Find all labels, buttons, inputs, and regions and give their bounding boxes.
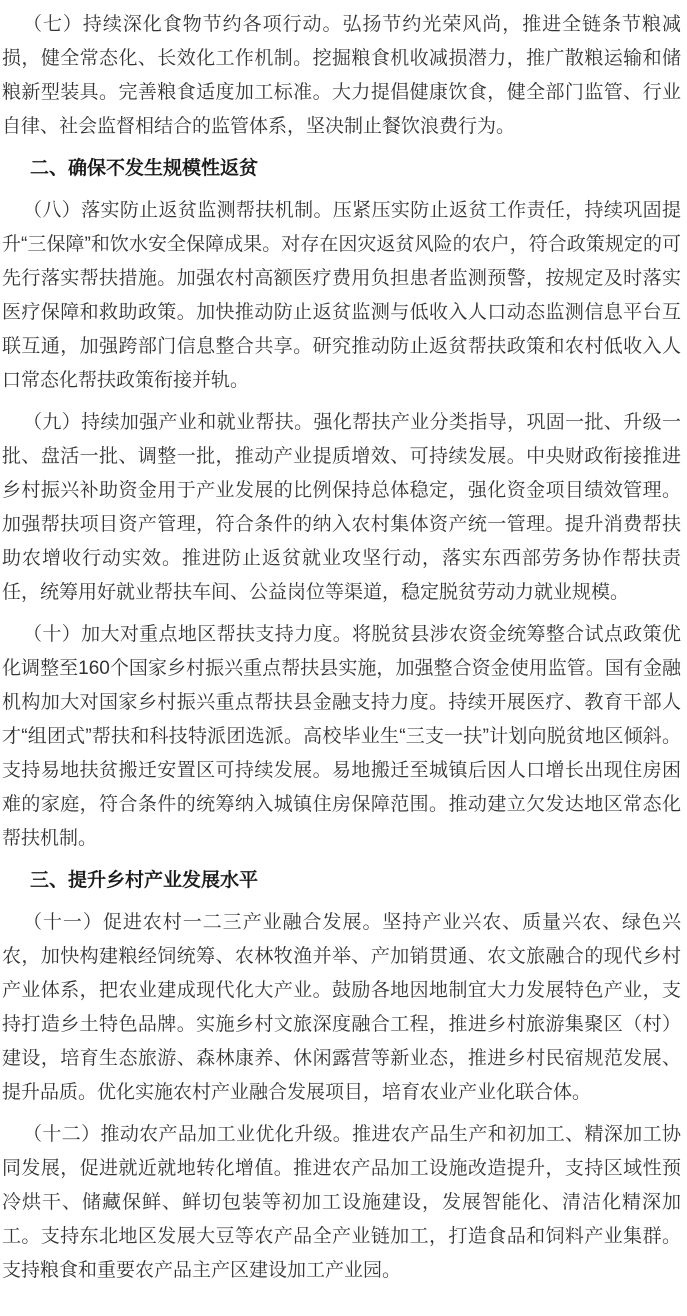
paragraph-item-12: （十二）推动农产品加工业优化升级。推进农产品生产和初加工、精深加工协同发展，促进就近就地转化增值。推进农产品加工设施改造提升，支持区域性预冷烘干、储藏保鲜、鲜切包装等初加工设施建设，发展智能化、清洁化精深加工。支持东北地区发展大豆等农产品全产业链加工，打造食品和饲料产业集群。支持粮食和重要农产品主产区建设加工产业园。 xyxy=(2,1124,681,1281)
paragraph-item-7: （七）持续深化食物节约各项行动。弘扬节约光荣风尚，推进全链条节粮减损，健全常态化、长效化工作机制。挖掘粮食机收减损潜力，推广散粮运输和储粮新型装具。完善粮食适度加工标准。大力提倡健康饮食，健全部门监管、行业自律、社会监督相结合的监管体系，坚决制止餐饮浪费行为。 xyxy=(2,14,681,137)
paragraph-item-9: （九）持续加强产业和就业帮扶。强化帮扶产业分类指导，巩固一批、升级一批、盘活一批、调整一批，推动产业提质增效、可持续发展。中央财政衔接推进乡村振兴补助资金用于产业发展的比例保持总体稳定，强化资金项目绩效管理。加强帮扶项目资产管理，符合条件的纳入农村集体资产统一管理。提升消费帮扶助农增收行动实效。推进防止返贫就业攻坚行动，落实东西部劳务协作帮扶责任，统筹用好就业帮扶车间、公益岗位等渠道，稳定脱贫劳动力就业规模。 xyxy=(2,412,681,603)
paragraph-item-10: （十）加大对重点地区帮扶支持力度。将脱贫县涉农资金统筹整合试点政策优化调整至160个国家乡村振兴重点帮扶县实施，加强整合资金使用监管。国有金融机构加大对国家乡村振兴重点帮扶县金融支持力度。持续开展医疗、教育干部人才“组团式”帮扶和科技特派团选派。高校毕业生“三支一扶”计划向脱贫地区倾斜。支持易地扶贫搬迁安置区可持续发展。易地搬迁至城镇后因人口增长出现住房困难的家庭，符合条件的统筹纳入城镇住房保障范围。推动建立欠发达地区常态化帮扶机制。 xyxy=(2,624,681,849)
paragraph-item-8: （八）落实防止返贫监测帮扶机制。压紧压实防止返贫工作责任，持续巩固提升“三保障”和饮水安全保障成果。对存在因灾返贫风险的农户，符合政策规定的可先行落实帮扶措施。加强农村高额医疗费用负担患者监测预警，按规定及时落实医疗保障和救助政策。加快推动防止返贫监测与低收入人口动态监测信息平台互联互通，加强跨部门信息整合共享。研究推动防止返贫帮扶政策和农村低收入人口常态化帮扶政策衔接并轨。 xyxy=(2,200,681,391)
section-heading-3: 三、提升乡村产业发展水平 xyxy=(30,870,259,891)
paragraph-item-11: （十一）促进农村一二三产业融合发展。坚持产业兴农、质量兴农、绿色兴农，加快构建粮经饲统筹、农林牧渔并举、产加销贯通、农文旅融合的现代乡村产业体系，把农业建成现代化大产业。鼓励各地因地制宜大力发展特色产业，支持打造乡土特色品牌。实施乡村文旅深度融合工程，推进乡村旅游集聚区（村）建设，培育生态旅游、森林康养、休闲露营等新业态，推进乡村民宿规范发展、提升品质。优化实施农村产业融合发展项目，培育农业产业化联合体。 xyxy=(2,912,681,1103)
section-heading-2: 二、确保不发生规模性返贫 xyxy=(30,158,259,179)
